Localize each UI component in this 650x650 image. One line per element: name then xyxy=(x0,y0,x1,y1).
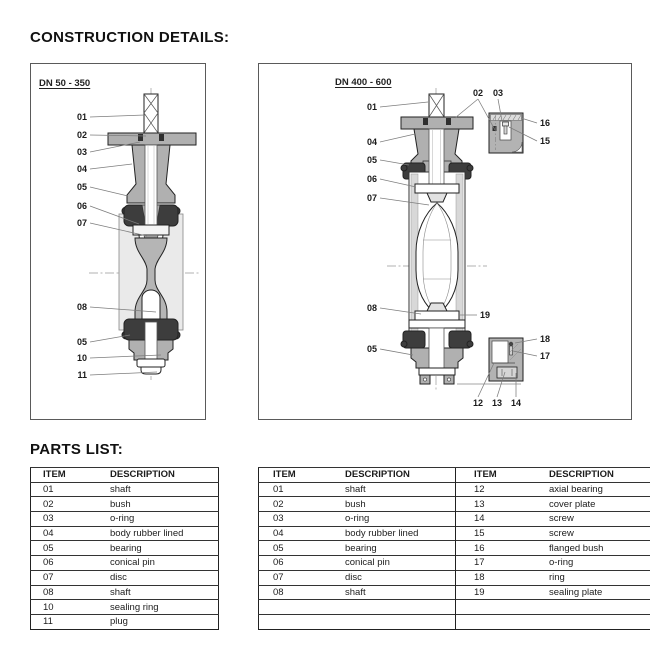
description-cell: axial bearing xyxy=(549,482,650,497)
construction-details-title: CONSTRUCTION DETAILS: xyxy=(30,29,230,46)
table-row xyxy=(259,497,650,512)
description-cell xyxy=(549,614,650,629)
description-cell: disc xyxy=(110,570,219,585)
callout-08: 08 xyxy=(76,302,87,312)
item-cell: 14 xyxy=(456,512,550,527)
callout-02: 02 xyxy=(472,88,484,98)
item-cell: 02 xyxy=(259,497,346,512)
description-cell xyxy=(549,600,650,615)
dn-range-label: DN 50 - 350 xyxy=(39,78,91,89)
description-cell: shaft xyxy=(110,585,219,600)
callout-05: 05 xyxy=(76,182,87,192)
table-row xyxy=(31,585,219,600)
description-cell: conical pin xyxy=(110,556,219,571)
table-row xyxy=(259,541,650,556)
description-cell: disc xyxy=(345,570,456,585)
description-cell: screw xyxy=(549,512,650,527)
callout-02: 02 xyxy=(76,130,87,140)
description-cell: bearing xyxy=(110,541,219,556)
table-row xyxy=(31,556,219,571)
valve-stem-icon xyxy=(144,94,158,133)
callout-14: 14 xyxy=(510,398,522,408)
feet xyxy=(420,375,454,384)
description-cell: o-ring xyxy=(345,512,456,527)
item-cell: 05 xyxy=(259,541,346,556)
callout-18: 18 xyxy=(540,334,551,344)
callout-19: 19 xyxy=(480,310,491,320)
callout-10: 10 xyxy=(76,353,87,363)
table-row xyxy=(259,600,650,615)
dn-range-label: DN 400 - 600 xyxy=(335,77,392,88)
item-cell xyxy=(259,614,346,629)
conical-pin-bar xyxy=(415,184,459,193)
item-cell: 19 xyxy=(456,585,550,600)
shaft-channel xyxy=(145,145,157,225)
item-cell: 07 xyxy=(31,570,111,585)
callout-05b: 05 xyxy=(76,337,87,347)
description-cell: cover plate xyxy=(549,497,650,512)
diagram-dn400-600 xyxy=(258,63,632,420)
sealing-plate xyxy=(415,311,459,320)
description-cell: bush xyxy=(110,497,219,512)
top-flange xyxy=(108,133,196,145)
callout-13: 13 xyxy=(491,398,503,408)
table-row xyxy=(259,556,650,571)
item-cell xyxy=(456,600,550,615)
item-cell: 02 xyxy=(31,497,111,512)
item-cell: 18 xyxy=(456,570,550,585)
disc-hub-bottom xyxy=(427,303,447,311)
callout-labels xyxy=(77,112,87,380)
table-row xyxy=(31,512,219,527)
description-cell: o-ring xyxy=(549,556,650,571)
item-cell: 03 xyxy=(31,512,111,527)
item-cell: 16 xyxy=(456,541,550,556)
description-cell: bearing xyxy=(345,541,456,556)
callout-04: 04 xyxy=(76,164,87,174)
top-detail-view xyxy=(489,113,523,153)
valve-cross-section-dn400-600 xyxy=(259,64,629,417)
table-row xyxy=(31,541,219,556)
table-row xyxy=(259,570,650,585)
description-cell: sealing plate xyxy=(549,585,650,600)
bottom-shaft-channel xyxy=(429,328,444,370)
item-cell: 01 xyxy=(259,482,346,497)
bottom-plate xyxy=(419,368,455,375)
item-cell: 12 xyxy=(456,482,550,497)
item-cell: 06 xyxy=(259,556,346,571)
item-cell: 03 xyxy=(259,512,346,527)
callout-07: 07 xyxy=(366,193,377,203)
item-cell xyxy=(456,614,550,629)
callout-16: 16 xyxy=(540,118,551,128)
callout-05: 05 xyxy=(366,155,377,165)
description-cell: flanged bush xyxy=(549,541,650,556)
item-cell: 13 xyxy=(456,497,550,512)
valve-stem-icon xyxy=(429,94,444,117)
item-cell: 05 xyxy=(31,541,111,556)
description-cell: plug xyxy=(110,614,219,629)
top-flange xyxy=(401,117,473,129)
description-cell: sealing ring xyxy=(110,600,219,615)
callout-06: 06 xyxy=(366,174,377,184)
description-cell: shaft xyxy=(110,482,219,497)
description-cell xyxy=(345,600,456,615)
table-row xyxy=(259,482,650,497)
callout-15: 15 xyxy=(540,136,551,146)
shaft-channel xyxy=(429,129,444,185)
description-cell: shaft xyxy=(345,482,456,497)
description-cell: body rubber lined xyxy=(110,526,219,541)
bottom-detail-view xyxy=(489,338,523,381)
table-row xyxy=(259,585,650,600)
item-cell: 08 xyxy=(31,585,111,600)
valve-cross-section-dn50-350 xyxy=(31,64,203,417)
item-cell: 06 xyxy=(31,556,111,571)
callout-11: 11 xyxy=(77,370,87,380)
column-header: ITEM xyxy=(456,468,550,483)
table-row xyxy=(31,482,219,497)
callout-06: 06 xyxy=(76,201,87,211)
table-row xyxy=(259,512,650,527)
table-row xyxy=(31,497,219,512)
bottom-shaft-channel xyxy=(145,322,157,359)
description-cell: ring xyxy=(549,570,650,585)
item-cell: 15 xyxy=(456,526,550,541)
table-row xyxy=(31,526,219,541)
description-cell: bush xyxy=(345,497,456,512)
column-header: ITEM xyxy=(31,468,111,483)
table-header-row xyxy=(31,468,219,483)
parts-table-dn50-350 xyxy=(30,467,219,630)
item-cell: 08 xyxy=(259,585,346,600)
item-cell: 04 xyxy=(259,526,346,541)
sealing-ring xyxy=(137,359,165,367)
item-cell: 17 xyxy=(456,556,550,571)
description-cell: screw xyxy=(549,526,650,541)
item-cell: 04 xyxy=(31,526,111,541)
description-cell: conical pin xyxy=(345,556,456,571)
parts-list-title: PARTS LIST: xyxy=(30,441,124,458)
bottom-crossbar xyxy=(409,320,465,328)
description-cell: o-ring xyxy=(110,512,219,527)
callout-03: 03 xyxy=(492,88,504,98)
callout-01: 01 xyxy=(366,102,377,112)
item-cell: 10 xyxy=(31,600,111,615)
table-row xyxy=(31,570,219,585)
item-cell: 11 xyxy=(31,614,111,629)
diagram-dn50-350 xyxy=(30,63,206,420)
column-header: DESCRIPTION xyxy=(110,468,219,483)
parts-table-dn400-600 xyxy=(258,467,650,630)
item-cell xyxy=(259,600,346,615)
column-header: DESCRIPTION xyxy=(549,468,650,483)
callout-08: 08 xyxy=(366,303,377,313)
column-header: ITEM xyxy=(259,468,346,483)
callout-04: 04 xyxy=(366,137,377,147)
disc-hub-top xyxy=(427,193,447,202)
description-cell xyxy=(345,614,456,629)
callout-05b: 05 xyxy=(366,344,377,354)
table-row xyxy=(31,600,219,615)
callout-17: 17 xyxy=(540,351,551,361)
table-header-row xyxy=(259,468,650,483)
callout-07: 07 xyxy=(76,218,87,228)
table-row xyxy=(259,614,650,629)
item-cell: 07 xyxy=(259,570,346,585)
description-cell: shaft xyxy=(345,585,456,600)
table-row xyxy=(259,526,650,541)
callout-12: 12 xyxy=(472,398,484,408)
callout-01: 01 xyxy=(76,112,87,122)
callout-03: 03 xyxy=(76,147,87,157)
description-cell: body rubber lined xyxy=(345,526,456,541)
table-row xyxy=(31,614,219,629)
column-header: DESCRIPTION xyxy=(345,468,456,483)
item-cell: 01 xyxy=(31,482,111,497)
